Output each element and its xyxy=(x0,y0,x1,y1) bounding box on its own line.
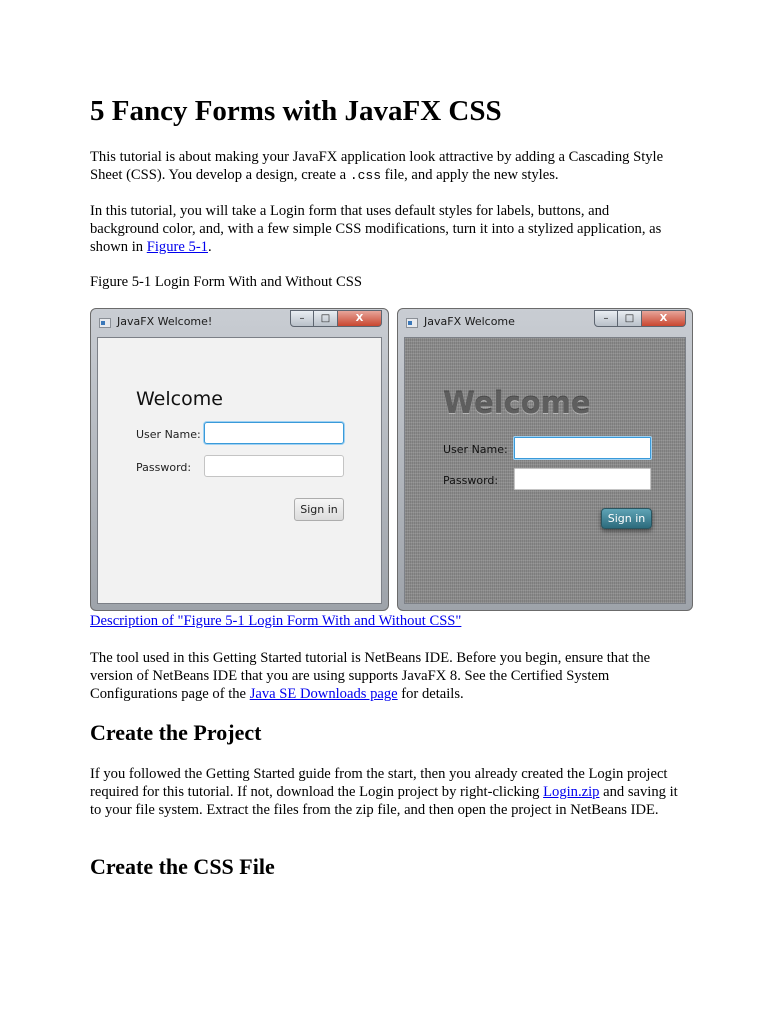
create-project-text: If you followed the Getting Started guide from the start, then you already created the Login project required for this tutorial. If not, download the Login project by right-clicking xyxy=(90,766,668,800)
close-icon: X xyxy=(338,310,382,327)
user-name-field xyxy=(514,437,651,459)
window-titlebar xyxy=(398,309,692,337)
window-controls xyxy=(594,310,686,327)
maximize-icon: □ xyxy=(618,310,642,327)
user-name-field xyxy=(204,422,344,444)
window-controls xyxy=(290,310,382,327)
welcome-heading: Welcome xyxy=(443,386,591,420)
figure-description-link[interactable]: Description of "Figure 5-1 Login Form With and Without CSS" xyxy=(90,613,462,629)
tutorial-end: . xyxy=(207,239,212,255)
create-project-paragraph xyxy=(90,765,680,819)
window-title: JavaFX Welcome xyxy=(424,315,515,328)
figure-caption: Figure 5-1 Login Form With and Without CSS xyxy=(90,274,362,290)
minimize-icon: – xyxy=(290,310,314,327)
intro-text-2: file, and apply the new styles. xyxy=(381,167,559,183)
login-zip-link[interactable]: Login.zip xyxy=(543,784,600,800)
user-name-label: User Name: xyxy=(136,428,201,441)
create-css-heading: Create the CSS File xyxy=(90,854,275,879)
java-se-downloads-link[interactable]: Java SE Downloads page xyxy=(249,686,398,702)
maximize-icon: □ xyxy=(314,310,338,327)
tutorial-text: In this tutorial, you will take a Login form that uses default styles for labels, buttons, and background color, and, with a few simple CSS modifications, turn it into a stylized application, as shown in xyxy=(90,203,662,255)
window-titlebar xyxy=(91,309,388,337)
tool-text: The tool used in this Getting Started tutorial is NetBeans IDE. Before you begin, ensure that the version of NetBeans IDE that you are using supports JavaFX 8. See the Certified System Configurations page of the xyxy=(90,650,651,702)
tool-paragraph xyxy=(90,649,680,703)
intro-paragraph xyxy=(90,148,680,185)
java-app-icon xyxy=(406,318,418,328)
figure-window-styled xyxy=(397,308,693,611)
figure-5-1-link[interactable]: Figure 5-1 xyxy=(146,239,208,255)
password-field xyxy=(204,455,344,477)
close-icon: X xyxy=(642,310,686,327)
password-label: Password: xyxy=(443,474,499,487)
sign-in-button: Sign in xyxy=(294,498,344,521)
minimize-icon: – xyxy=(594,310,618,327)
figure-window-default xyxy=(90,308,389,611)
tutorial-paragraph xyxy=(90,202,680,256)
create-project-end: and saving it to your file system. Extract the files from the zip file, and then open the project in NetBeans IDE. xyxy=(90,784,678,818)
tool-end: for details. xyxy=(397,686,464,702)
login-form-default xyxy=(97,337,382,604)
user-name-label: User Name: xyxy=(443,443,508,456)
sign-in-button: Sign in xyxy=(601,508,652,529)
password-field xyxy=(514,468,651,490)
java-app-icon xyxy=(99,318,111,328)
welcome-heading: Welcome xyxy=(136,388,223,410)
page-title: 5 Fancy Forms with JavaFX CSS xyxy=(90,95,502,127)
css-extension-code: .css xyxy=(349,168,382,183)
figure-description-paragraph xyxy=(90,612,680,630)
login-form-styled xyxy=(404,337,686,604)
intro-text-1: This tutorial is about making your JavaFX application look attractive by adding a Cascading Style Sheet (CSS). You develop a design, create a xyxy=(90,149,664,183)
window-title: JavaFX Welcome! xyxy=(117,315,213,328)
create-project-heading: Create the Project xyxy=(90,720,262,745)
password-label: Password: xyxy=(136,461,192,474)
